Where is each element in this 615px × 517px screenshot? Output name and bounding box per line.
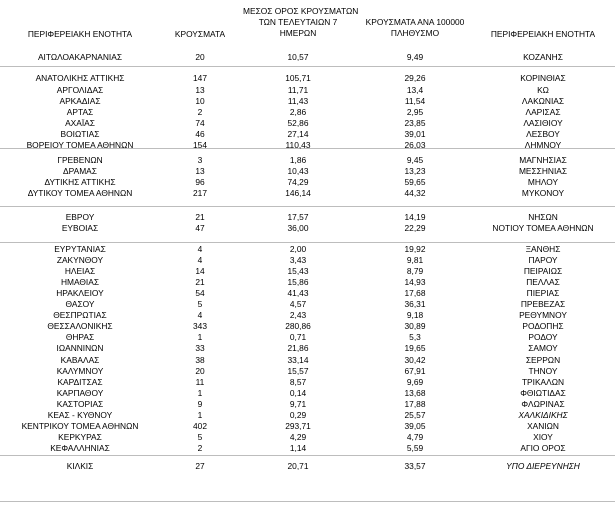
- region-cell: ΗΛΕΙΑΣ: [64, 266, 96, 276]
- table-row: [0, 399, 615, 410]
- cases-cell: 14: [195, 266, 205, 276]
- region2-cell: ΤΗΝΟΥ: [528, 366, 558, 376]
- table-row: [0, 52, 615, 63]
- row-separator: [0, 242, 615, 243]
- table-row: [0, 277, 615, 288]
- table-row: [0, 288, 615, 299]
- region-cell: ΒΟΙΩΤΙΑΣ: [60, 129, 100, 139]
- region-cell: ΚΙΛΚΙΣ: [66, 461, 94, 471]
- table-row: [0, 188, 615, 199]
- per100k-cell: 29,26: [404, 73, 426, 83]
- region2-cell: ΚΟΡΙΝΘΙΑΣ: [520, 73, 566, 83]
- region-cell: ΑΝΑΤΟΛΙΚΗΣ ΑΤΤΙΚΗΣ: [35, 73, 125, 83]
- cases-cell: 1: [197, 332, 203, 342]
- table-row: [0, 410, 615, 421]
- cases-cell: 27: [195, 461, 205, 471]
- row-separator: [0, 206, 615, 207]
- cases-cell: 5: [197, 432, 203, 442]
- region2-cell: ΧΑΛΚΙΔΙΚΗΣ: [518, 410, 568, 420]
- region2-cell: ΦΛΩΡΙΝΑΣ: [521, 399, 565, 409]
- per100k-cell: 23,85: [404, 118, 426, 128]
- table-row: [0, 366, 615, 377]
- per100k-cell: 36,31: [404, 299, 426, 309]
- cases-cell: 21: [195, 277, 205, 287]
- cases-cell: 1: [197, 388, 203, 398]
- cases-cell: 5: [197, 299, 203, 309]
- cases-cell: 4: [197, 255, 203, 265]
- region-cell: ΔΥΤΙΚΟΥ ΤΟΜΕΑ ΑΘΗΝΩΝ: [27, 188, 133, 198]
- avg-cell: 9,71: [289, 399, 307, 409]
- avg-cell: 21,86: [287, 343, 309, 353]
- per100k-cell: 14,19: [404, 212, 426, 222]
- table-row: [0, 299, 615, 310]
- table-row: [0, 244, 615, 255]
- avg-cell: 293,71: [285, 421, 311, 431]
- table-row: [0, 85, 615, 96]
- avg-cell: 2,86: [289, 107, 307, 117]
- region2-cell: ΛΕΣΒΟΥ: [526, 129, 560, 139]
- table-row: [0, 177, 615, 188]
- table-row: [0, 266, 615, 277]
- per100k-cell: 5,3: [409, 332, 421, 342]
- region-cell: ΓΡΕΒΕΝΩΝ: [57, 155, 103, 165]
- table-row: [0, 432, 615, 443]
- avg-cell: 74,29: [287, 177, 309, 187]
- cases-cell: 46: [195, 129, 205, 139]
- region-cell: ΑΡΚΑΔΙΑΣ: [59, 96, 101, 106]
- region2-cell: ΦΘΙΩΤΙΔΑΣ: [520, 388, 566, 398]
- avg-cell: 41,43: [287, 288, 309, 298]
- table-row: [0, 461, 615, 472]
- avg-cell: 3,43: [289, 255, 307, 265]
- cases-cell: 20: [195, 52, 205, 62]
- header-avg-line1: ΜΕΣΟΣ ΟΡΟΣ ΚΡΟΥΣΜΑΤΩΝ: [243, 6, 359, 16]
- per100k-cell: 17,68: [404, 288, 426, 298]
- region2-cell: ΠΡΕΒΕΖΑΣ: [520, 299, 566, 309]
- region-cell: ΘΕΣΠΡΩΤΙΑΣ: [53, 310, 107, 320]
- cases-cell: 4: [197, 310, 203, 320]
- header-region: ΠΕΡΙΦΕΡΕΙΑΚΗ ΕΝΟΤΗΤΑ: [27, 29, 133, 39]
- region2-cell: ΧΑΝΙΩΝ: [527, 421, 559, 431]
- avg-cell: 0,14: [289, 388, 307, 398]
- avg-cell: 15,86: [287, 277, 309, 287]
- region-cell: ΚΕΑΣ - ΚΥΘΝΟΥ: [47, 410, 113, 420]
- per100k-cell: 30,89: [404, 321, 426, 331]
- avg-cell: 4,57: [289, 299, 307, 309]
- per100k-cell: 9,49: [406, 52, 424, 62]
- table-row: [0, 73, 615, 84]
- region-cell: ΙΩΑΝΝΙΝΩΝ: [56, 343, 104, 353]
- cases-cell: 154: [193, 140, 207, 150]
- per100k-cell: 17,88: [404, 399, 426, 409]
- region2-cell: ΛΑΣΙΘΙΟΥ: [523, 118, 563, 128]
- cases-cell: 1: [197, 410, 203, 420]
- region2-cell: ΝΟΤΙΟΥ ΤΟΜΕΑ ΑΘΗΝΩΝ: [492, 223, 594, 233]
- avg-cell: 52,86: [287, 118, 309, 128]
- avg-cell: 0,29: [289, 410, 307, 420]
- region2-cell: ΠΑΡΟΥ: [528, 255, 558, 265]
- region2-cell: ΡΕΘΥΜΝΟΥ: [519, 310, 567, 320]
- avg-cell: 2,43: [289, 310, 307, 320]
- region-cell: ΒΟΡΕΙΟΥ ΤΟΜΕΑ ΑΘΗΝΩΝ: [26, 140, 134, 150]
- cases-cell: 9: [197, 399, 203, 409]
- region-cell: ΕΒΡΟΥ: [65, 212, 95, 222]
- cases-cell: 47: [195, 223, 205, 233]
- region-cell: ΚΑΣΤΟΡΙΑΣ: [56, 399, 104, 409]
- avg-cell: 1,14: [289, 443, 307, 453]
- avg-cell: 27,14: [287, 129, 309, 139]
- region2-cell: ΧΙΟΥ: [533, 432, 553, 442]
- avg-cell: 105,71: [285, 73, 311, 83]
- table-row: [0, 443, 615, 454]
- avg-cell: 17,57: [287, 212, 309, 222]
- region-cell: ΘΕΣΣΑΛΟΝΙΚΗΣ: [47, 321, 113, 331]
- per100k-cell: 67,91: [404, 366, 426, 376]
- per100k-cell: 8,79: [406, 266, 424, 276]
- avg-cell: 11,71: [287, 85, 309, 95]
- region2-cell: ΚΟΖΑΝΗΣ: [523, 52, 563, 62]
- per100k-cell: 2,95: [406, 107, 424, 117]
- per100k-cell: 11,54: [404, 96, 426, 106]
- cases-cell: 96: [195, 177, 205, 187]
- per100k-cell: 59,65: [404, 177, 426, 187]
- region-cell: ΘΑΣΟΥ: [65, 299, 95, 309]
- cases-cell: 13: [195, 85, 205, 95]
- region2-cell: ΞΑΝΘΗΣ: [525, 244, 561, 254]
- per100k-cell: 9,81: [406, 255, 424, 265]
- region2-cell: ΣΑΜΟΥ: [528, 343, 558, 353]
- header-region2: ΠΕΡΙΦΕΡΕΙΑΚΗ ΕΝΟΤΗΤΑ: [490, 29, 596, 39]
- region-cell: ΕΥΒΟΙΑΣ: [61, 223, 99, 233]
- per100k-cell: 39,01: [404, 129, 426, 139]
- cases-cell: 11: [195, 377, 205, 387]
- per100k-cell: 44,32: [404, 188, 426, 198]
- header-per100k-line1: ΚΡΟΥΣΜΑΤΑ ΑΝΑ 100000: [365, 17, 465, 27]
- per100k-cell: 33,57: [404, 461, 426, 471]
- region-cell: ΑΡΓΟΛΙΔΑΣ: [56, 85, 104, 95]
- region-cell: ΘΗΡΑΣ: [65, 332, 95, 342]
- table-row: [0, 255, 615, 266]
- table-row: [0, 118, 615, 129]
- region2-cell: ΛΑΡΙΣΑΣ: [525, 107, 561, 117]
- cases-cell: 74: [195, 118, 205, 128]
- avg-cell: 280,86: [285, 321, 311, 331]
- avg-cell: 10,43: [287, 166, 309, 176]
- avg-cell: 0,71: [289, 332, 307, 342]
- avg-cell: 1,86: [289, 155, 307, 165]
- region2-cell: ΚΩ: [537, 85, 549, 95]
- table-row: [0, 107, 615, 118]
- region2-cell: ΜΥΚΟΝΟΥ: [521, 188, 565, 198]
- region-cell: ΑΧΑΪΑΣ: [65, 118, 95, 128]
- region-cell: ΚΕΦΑΛΛΗΝΙΑΣ: [50, 443, 110, 453]
- cases-cell: 217: [193, 188, 207, 198]
- cases-cell: 38: [195, 355, 205, 365]
- cases-cell: 10: [195, 96, 205, 106]
- cases-cell: 402: [193, 421, 207, 431]
- cases-cell: 2: [197, 443, 203, 453]
- avg-cell: 10,57: [287, 52, 309, 62]
- region-cell: ΔΡΑΜΑΣ: [63, 166, 97, 176]
- region2-cell: ΜΗΛΟΥ: [527, 177, 559, 187]
- table-row: [0, 223, 615, 234]
- region-cell: ΚΕΝΤΡΙΚΟΥ ΤΟΜΕΑ ΑΘΗΝΩΝ: [21, 421, 139, 431]
- avg-cell: 8,57: [289, 377, 307, 387]
- header-avg-line3: ΗΜΕΡΩΝ: [279, 28, 317, 38]
- cases-cell: 343: [193, 321, 207, 331]
- table-row: [0, 355, 615, 366]
- per100k-cell: 26,03: [404, 140, 426, 150]
- region2-cell: ΜΑΓΝΗΣΙΑΣ: [519, 155, 567, 165]
- cases-cell: 20: [195, 366, 205, 376]
- region-cell: ΚΑΒΑΛΑΣ: [60, 355, 100, 365]
- per100k-cell: 4,79: [406, 432, 424, 442]
- row-separator: [0, 501, 615, 502]
- table-row: [0, 155, 615, 166]
- table-row: [0, 129, 615, 140]
- region-cell: ΑΙΤΩΛΟΑΚΑΡΝΑΝΙΑΣ: [37, 52, 123, 62]
- region2-cell: ΠΙΕΡΙΑΣ: [526, 288, 560, 298]
- region2-cell: ΝΗΣΩΝ: [528, 212, 558, 222]
- region-cell: ΕΥΡΥΤΑΝΙΑΣ: [54, 244, 106, 254]
- cases-cell: 33: [195, 343, 205, 353]
- per100k-cell: 9,69: [406, 377, 424, 387]
- region-cell: ΚΑΡΠΑΘΟΥ: [56, 388, 104, 398]
- avg-cell: 15,43: [287, 266, 309, 276]
- cases-cell: 2: [197, 107, 203, 117]
- per100k-cell: 19,92: [404, 244, 426, 254]
- per100k-cell: 39,05: [404, 421, 426, 431]
- region-cell: ΗΡΑΚΛΕΙΟΥ: [56, 288, 104, 298]
- region2-cell: ΑΓΙΟ ΟΡΟΣ: [520, 443, 566, 453]
- per100k-cell: 13,4: [406, 85, 424, 95]
- region-cell: ΖΑΚΥΝΘΟΥ: [56, 255, 104, 265]
- cases-cell: 13: [195, 166, 205, 176]
- region2-cell: ΤΡΙΚΑΛΩΝ: [521, 377, 565, 387]
- header-cases: ΚΡΟΥΣΜΑΤΑ: [174, 29, 226, 39]
- region-cell: ΚΕΡΚΥΡΑΣ: [58, 432, 102, 442]
- region2-cell: ΥΠΟ ΔΙΕΡΕΥΝΗΣΗ: [506, 461, 580, 471]
- avg-cell: 146,14: [285, 188, 311, 198]
- per100k-cell: 30,42: [404, 355, 426, 365]
- per100k-cell: 19,65: [404, 343, 426, 353]
- avg-cell: 20,71: [287, 461, 309, 471]
- table-row: [0, 212, 615, 223]
- region2-cell: ΣΕΡΡΩΝ: [525, 355, 561, 365]
- per100k-cell: 9,18: [406, 310, 424, 320]
- per100k-cell: 9,45: [406, 155, 424, 165]
- table-row: [0, 332, 615, 343]
- region2-cell: ΠΕΛΛΑΣ: [526, 277, 560, 287]
- row-separator: [0, 455, 615, 456]
- region2-cell: ΠΕΙΡΑΙΩΣ: [523, 266, 563, 276]
- region-cell: ΔΥΤΙΚΗΣ ΑΤΤΙΚΗΣ: [44, 177, 116, 187]
- region2-cell: ΡΟΔΟΠΗΣ: [522, 321, 564, 331]
- per100k-cell: 13,68: [404, 388, 426, 398]
- region-cell: ΚΑΡΔΙΤΣΑΣ: [57, 377, 103, 387]
- table-row: [0, 96, 615, 107]
- per100k-cell: 25,57: [404, 410, 426, 420]
- region2-cell: ΛΑΚΩΝΙΑΣ: [521, 96, 565, 106]
- cases-cell: 54: [195, 288, 205, 298]
- table-row: [0, 321, 615, 332]
- avg-cell: 15,57: [287, 366, 309, 376]
- region2-cell: ΜΕΣΣΗΝΙΑΣ: [518, 166, 568, 176]
- table-row: [0, 421, 615, 432]
- header-avg-line2: ΤΩΝ ΤΕΛΕΥΤΑΙΩΝ 7: [258, 17, 338, 27]
- region2-cell: ΡΟΔΟΥ: [528, 332, 558, 342]
- region-cell: ΗΜΑΘΙΑΣ: [60, 277, 100, 287]
- cases-cell: 147: [193, 73, 207, 83]
- avg-cell: 110,43: [285, 140, 311, 150]
- avg-cell: 4,29: [289, 432, 307, 442]
- cases-cell: 4: [197, 244, 203, 254]
- per100k-cell: 14,93: [404, 277, 426, 287]
- region2-cell: ΛΗΜΝΟΥ: [524, 140, 562, 150]
- avg-cell: 11,43: [287, 96, 309, 106]
- table-row: [0, 343, 615, 354]
- header-per100k-line2: ΠΛΗΘΥΣΜΟ: [390, 28, 440, 38]
- cases-cell: 21: [195, 212, 205, 222]
- avg-cell: 36,00: [287, 223, 309, 233]
- region-cell: ΚΑΛΥΜΝΟΥ: [56, 366, 104, 376]
- table-row: [0, 377, 615, 388]
- table-row: [0, 166, 615, 177]
- per100k-cell: 5,59: [406, 443, 424, 453]
- per100k-cell: 13,23: [404, 166, 426, 176]
- region-cell: ΑΡΤΑΣ: [66, 107, 94, 117]
- per100k-cell: 22,29: [404, 223, 426, 233]
- avg-cell: 2,00: [289, 244, 307, 254]
- table-row: [0, 310, 615, 321]
- table-row: [0, 140, 615, 151]
- cases-cell: 3: [197, 155, 203, 165]
- table-row: [0, 388, 615, 399]
- avg-cell: 33,14: [287, 355, 309, 365]
- row-separator: [0, 66, 615, 67]
